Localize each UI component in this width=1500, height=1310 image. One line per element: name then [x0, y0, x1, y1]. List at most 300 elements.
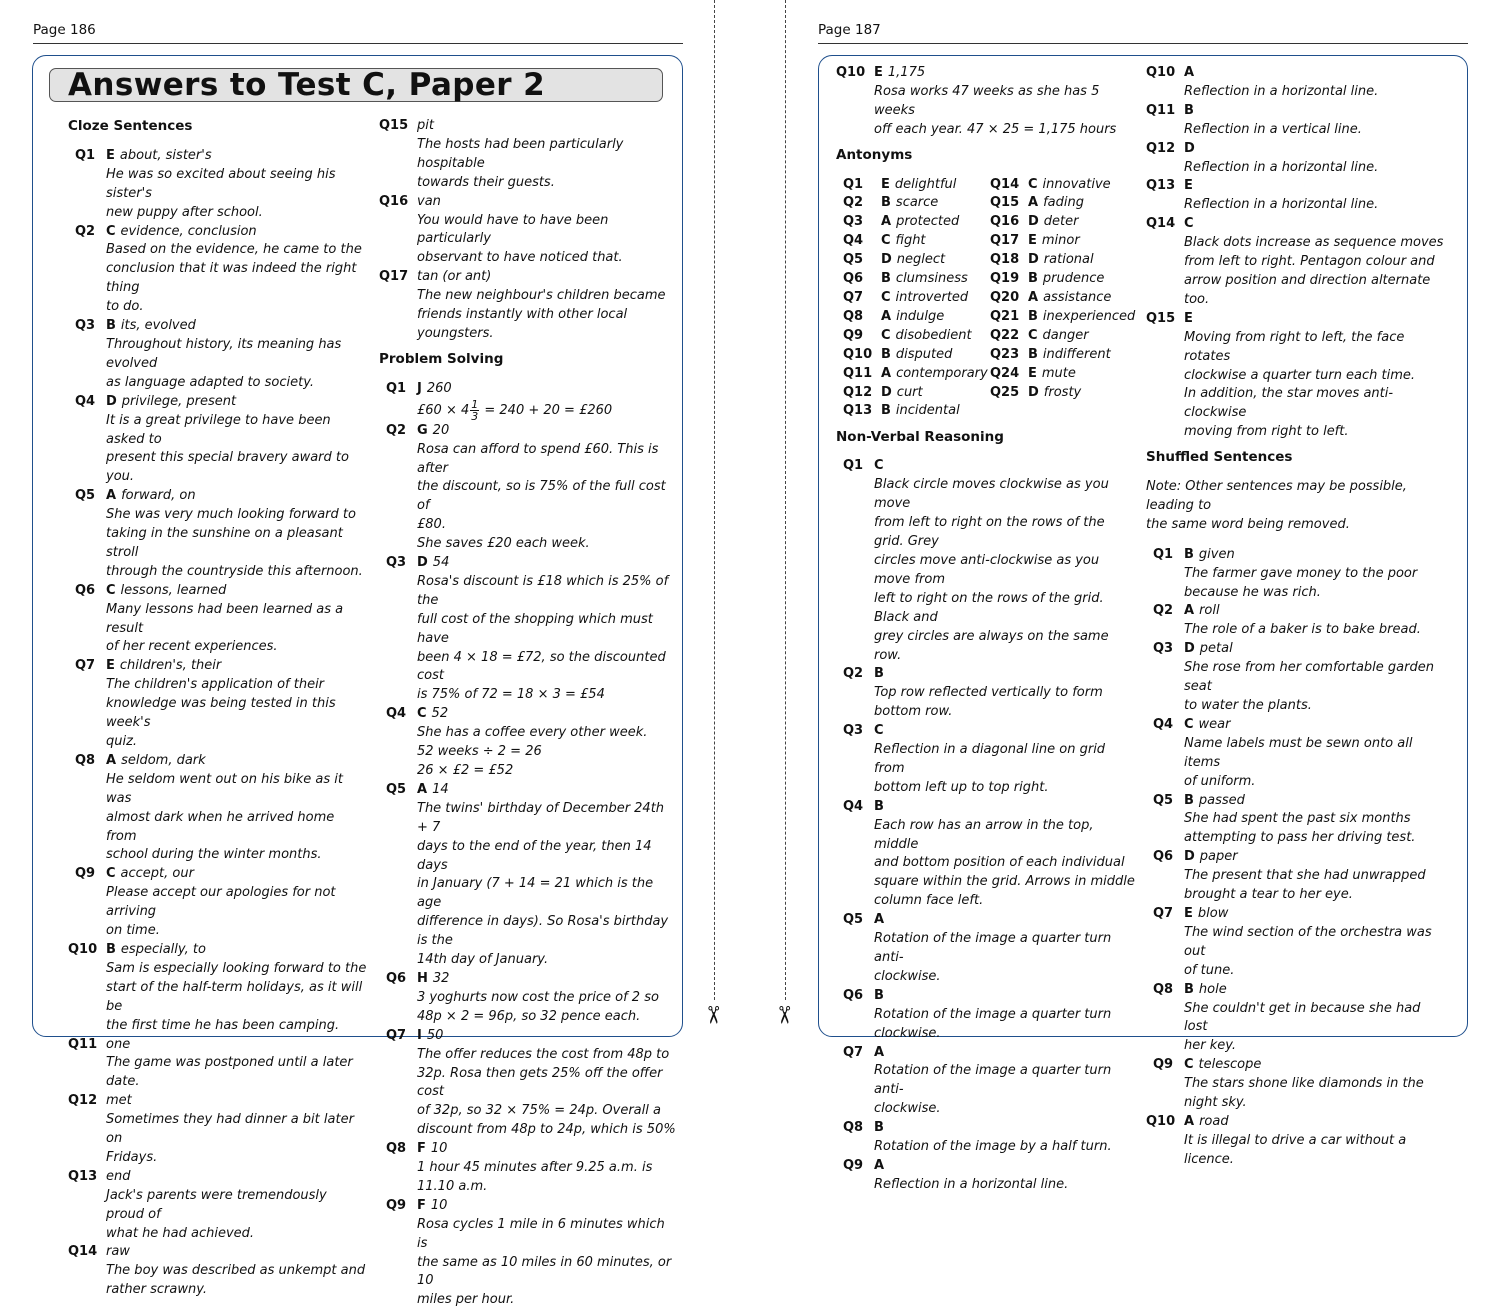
- explanation-line: She was very much looking forward to: [106, 507, 356, 523]
- explanation-line: Throughout history, its meaning has evolved: [106, 336, 342, 371]
- question-number: Q15: [1146, 310, 1176, 326]
- problem-solving-list: [379, 422, 679, 1310]
- question-number: Q20: [990, 289, 1020, 305]
- answer-word: protected: [896, 214, 960, 230]
- answer-item: [68, 865, 368, 941]
- answer-letter: F: [417, 1197, 426, 1213]
- explanation-line: of tune.: [1184, 962, 1235, 978]
- title-banner: [49, 68, 663, 102]
- question-number: Q7: [1153, 905, 1174, 921]
- explanation-line: moving from right to left.: [1184, 424, 1349, 440]
- explanation-line: Please accept our apologies for not arriving: [106, 885, 336, 920]
- answer-item: [68, 393, 368, 488]
- explanation-line: from left to right on the rows of the grid. Grey: [874, 515, 1105, 550]
- antonym-item: [843, 402, 993, 421]
- explanation-line: Reflection in a vertical line.: [1184, 121, 1362, 137]
- question-number: Q7: [843, 1044, 864, 1060]
- question-number: Q2: [843, 666, 864, 682]
- question-number: Q5: [386, 781, 407, 797]
- explanation-line: of uniform.: [1184, 773, 1256, 789]
- answer-letter: A: [874, 1157, 885, 1173]
- explanation-line: 26 × £2 = £52: [417, 763, 514, 778]
- question-number: Q16: [990, 214, 1020, 230]
- answer-word: contemporary: [896, 365, 988, 381]
- answer-word: its, evolved: [120, 318, 196, 334]
- question-number: Q10: [1146, 65, 1176, 80]
- question-number: Q1: [843, 458, 864, 474]
- explanation-line: The offer reduces the cost from 48p to: [417, 1046, 670, 1062]
- page-number-right: Page 187: [818, 22, 881, 38]
- explanation-line: what he had achieved.: [106, 1225, 255, 1241]
- question-number: Q9: [843, 327, 864, 343]
- answer-letter: A: [1184, 1113, 1195, 1129]
- answer-word: lessons, learned: [120, 582, 227, 598]
- explanation-line: discount from 48p to 24p, which is 50%: [417, 1122, 676, 1138]
- fraction: $\frac{1}{3}$: [471, 397, 479, 423]
- explanation-line: Top row reflected vertically to form: [874, 685, 1103, 701]
- question-number: Q5: [1153, 792, 1174, 808]
- answer-word: privilege, present: [121, 393, 237, 409]
- antonym-item: [843, 270, 993, 289]
- answer-letter: E: [1184, 905, 1193, 921]
- answer-word: delightful: [894, 176, 957, 192]
- answer-letter: C: [874, 458, 884, 474]
- antonym-item: [843, 213, 993, 232]
- answer-item: [379, 380, 679, 422]
- explanation-line: difference in days). So Rosa's birthday is the: [417, 914, 669, 949]
- question-number: Q3: [1153, 641, 1174, 657]
- explanation-line: the same as 10 miles in 60 minutes, or 10: [417, 1254, 672, 1289]
- answer-letter: I: [417, 1027, 422, 1043]
- answer-letter: A: [1184, 603, 1195, 619]
- question-number: Q5: [843, 252, 864, 268]
- explanation-line: brought a tear to her eye.: [1184, 887, 1353, 903]
- answer-letter: C: [1028, 327, 1038, 343]
- question-number: Q18: [990, 252, 1020, 268]
- answer-item: [1146, 102, 1446, 140]
- answer-letter: D: [106, 393, 117, 409]
- antonym-item: [990, 384, 1140, 403]
- answer-item: [379, 193, 679, 269]
- column-shuffled: [1146, 64, 1446, 1170]
- question-number: Q21: [990, 308, 1020, 324]
- explanation-line: of 32p, so 32 × 75% = 24p. Overall a: [417, 1103, 661, 1119]
- explanation-line: quiz.: [106, 734, 138, 749]
- answer-letter: B: [1184, 981, 1194, 997]
- answer-letter: B: [874, 1120, 884, 1136]
- answer-item: [379, 554, 679, 705]
- header-rule-right: [818, 43, 1468, 44]
- explanation-line: friends instantly with other local youngsters.: [417, 307, 628, 341]
- explanation-line: left to right on the rows of the grid. Black and: [874, 590, 1104, 625]
- explanation-line: Rotation of the image a quarter turn anti-: [874, 1063, 1112, 1098]
- answer-letter: D: [1184, 140, 1195, 156]
- question-number: Q8: [75, 752, 96, 768]
- explanation-line: bottom left up to top right.: [874, 779, 1049, 795]
- answer-letter: A: [881, 308, 892, 324]
- answer-word: roll: [1199, 603, 1220, 619]
- cloze-answer-list: [68, 147, 368, 1300]
- antonyms-column-1: [843, 176, 993, 422]
- nvr-answer-list-continued: [1146, 64, 1446, 442]
- explanation-line: Moving from right to left, the face rotates: [1184, 329, 1405, 364]
- cut-line-left: [714, 0, 715, 1000]
- answer-item: [1146, 177, 1446, 215]
- explanation-line: The children's application of their: [106, 677, 325, 693]
- answer-letter: B: [1028, 346, 1038, 362]
- answer-item: [68, 1168, 368, 1244]
- answer-item: [836, 798, 1136, 911]
- question-number: Q1: [1153, 546, 1174, 562]
- answer-item: [1146, 848, 1446, 905]
- question-number: Q25: [990, 384, 1020, 400]
- cloze-answer-list-continued: [379, 117, 679, 344]
- antonym-item: [843, 251, 993, 270]
- explanation-line: Reflection in a horizontal line.: [874, 1176, 1069, 1192]
- explanation-line: on time.: [106, 923, 160, 939]
- question-number: Q6: [75, 582, 96, 598]
- explanation-line: 14th day of January.: [417, 952, 549, 968]
- question-number: Q10: [1146, 1113, 1176, 1129]
- question-number: Q9: [75, 866, 96, 882]
- explanation-line: school during the winter months.: [106, 847, 322, 863]
- question-number: Q16: [379, 193, 409, 209]
- explanation-line: arrow position and direction alternate too.: [1184, 272, 1431, 307]
- explanation-line: 48p × 2 = 96p, so 32 pence each.: [417, 1008, 641, 1024]
- explanation-line: because he was rich.: [1184, 584, 1321, 600]
- question-number: Q2: [843, 195, 864, 211]
- question-number: Q13: [1146, 178, 1176, 194]
- explanation-line: Name labels must be sewn onto all items: [1184, 735, 1413, 770]
- answer-letter: C: [1184, 1057, 1194, 1073]
- antonym-item: [990, 346, 1140, 365]
- antonym-item: [990, 194, 1140, 213]
- question-number: Q19: [990, 271, 1020, 287]
- answer-item: [1146, 640, 1446, 716]
- question-number: Q5: [843, 912, 864, 928]
- explanation-line: £80.: [417, 517, 446, 533]
- answer-letter: D: [1028, 252, 1039, 268]
- question-number: Q8: [843, 308, 864, 324]
- answer-word: especially, to: [120, 941, 206, 957]
- answer-letter: C: [881, 327, 891, 343]
- answer-word: raw: [106, 1244, 130, 1260]
- answer-word: telescope: [1198, 1057, 1262, 1073]
- explanation-line: Reflection in a horizontal line.: [1184, 159, 1379, 175]
- explanation-line: clockwise.: [874, 1101, 941, 1117]
- note-line: Note: Other sentences may be possible, leading to: [1146, 479, 1407, 513]
- answer-item: [1146, 546, 1446, 603]
- answer-item: [68, 487, 368, 582]
- explanation-line: You would have to have been particularly: [417, 212, 609, 247]
- answer-item: [68, 1243, 368, 1300]
- explanation-line: in January (7 + 14 = 21 which is the age: [417, 876, 654, 911]
- answer-word: 10: [430, 1197, 448, 1213]
- nvr-answer-list: [836, 457, 1136, 1194]
- answer-letter: A: [1028, 195, 1039, 211]
- antonyms-table: [836, 176, 1136, 422]
- antonym-item: [843, 194, 993, 213]
- answer-item: [836, 1044, 1136, 1120]
- explanation-line: square within the grid. Arrows in middle: [874, 874, 1135, 890]
- answer-item: [1146, 310, 1446, 442]
- explanation-line: The farmer gave money to the poor: [1184, 565, 1418, 581]
- answer-item: [379, 268, 679, 344]
- explanation-line: 1 hour 45 minutes after 9.25 a.m. is: [417, 1160, 653, 1176]
- answer-letter: A: [106, 752, 117, 768]
- question-number: Q1: [75, 147, 96, 163]
- answer-item: [379, 1197, 679, 1310]
- explanation-line: full cost of the shopping which must have: [417, 611, 653, 646]
- answer-word: one: [106, 1036, 131, 1052]
- answer-word: 54: [432, 555, 450, 571]
- answer-letter: C: [1184, 716, 1194, 732]
- answer-letter: B: [1184, 102, 1194, 118]
- answer-word: neglect: [896, 252, 946, 268]
- question-number: Q23: [990, 346, 1020, 362]
- explanation-line: been 4 × 18 = £72, so the discounted cost: [417, 649, 666, 684]
- answer-word: passed: [1198, 792, 1245, 808]
- answer-letter: H: [417, 970, 428, 986]
- answer-item: [1146, 981, 1446, 1057]
- answer-word: indifferent: [1042, 346, 1111, 362]
- question-number: Q13: [843, 403, 873, 419]
- answer-word: curt: [896, 384, 923, 400]
- answer-letter: B: [881, 195, 891, 211]
- answer-word: indulge: [896, 308, 945, 324]
- answer-letter: E: [1184, 178, 1193, 194]
- page-number-left: Page 186: [33, 22, 96, 38]
- answer-word: petal: [1199, 641, 1233, 657]
- question-number: Q10: [843, 346, 873, 362]
- answer-word: seldom, dark: [121, 752, 206, 768]
- question-number: Q4: [1153, 716, 1174, 732]
- explanation-line: Black dots increase as sequence moves: [1184, 235, 1444, 251]
- question-number: Q7: [843, 289, 864, 305]
- answer-item: [68, 941, 368, 1036]
- answer-letter: A: [106, 488, 117, 504]
- answer-item: [68, 657, 368, 752]
- explanation-line: The present that she had unwrapped: [1184, 868, 1426, 884]
- answer-letter: C: [417, 706, 427, 722]
- explanation-line: Based on the evidence, he came to the: [106, 242, 362, 258]
- question-number: Q8: [1153, 981, 1174, 997]
- answer-letter: A: [881, 214, 892, 230]
- question-number: Q5: [75, 488, 96, 504]
- question-number: Q22: [990, 327, 1020, 343]
- explanation-line: clockwise a quarter turn each time.: [1184, 367, 1416, 383]
- question-number: Q3: [843, 214, 864, 230]
- explanation-line: present this special bravery award to you.: [106, 450, 349, 485]
- section-heading-cloze: Cloze Sentences: [68, 118, 193, 134]
- answer-letter: E: [874, 65, 883, 80]
- answer-letter: C: [881, 289, 891, 305]
- explanation-line: her key.: [1184, 1038, 1237, 1054]
- answer-letter: C: [1028, 176, 1038, 192]
- answer-item: [68, 1036, 368, 1093]
- explanation-line: is 75% of 72 = 18 × 3 = £54: [417, 687, 605, 703]
- answer-letter: E: [1184, 310, 1193, 326]
- answer-letter: B: [874, 666, 884, 682]
- explanation-line: Each row has an arrow in the top, middle: [874, 817, 1094, 852]
- answer-letter: D: [881, 384, 892, 400]
- explanation-line: 32p. Rosa then gets 25% off the offer cost: [417, 1065, 663, 1100]
- explanation-line: He seldom went out on his bike as it was: [106, 771, 343, 806]
- answer-item: [836, 911, 1136, 987]
- answer-letter: B: [1184, 546, 1194, 562]
- explanation-line: and bottom position of each individual: [874, 855, 1125, 871]
- question-number: Q6: [386, 970, 407, 986]
- antonym-item: [990, 213, 1140, 232]
- explanation-line: The stars shone like diamonds in the: [1184, 1076, 1424, 1092]
- answer-item: [1146, 1056, 1446, 1113]
- explanation-line: It is a great privilege to have been asked to: [106, 412, 331, 447]
- question-number: Q3: [386, 555, 407, 571]
- answer-letter: A: [881, 365, 892, 381]
- explanation-line: clockwise.: [874, 968, 941, 984]
- question-number: Q8: [843, 1120, 864, 1136]
- answer-item: [379, 117, 679, 193]
- antonym-item: [990, 270, 1140, 289]
- answer-letter: A: [1028, 289, 1039, 305]
- answer-item: [379, 1140, 679, 1197]
- answer-word: 32: [432, 970, 450, 986]
- antonym-item: [990, 176, 1140, 195]
- explanation-line: miles per hour.: [417, 1292, 515, 1308]
- antonym-item: [990, 232, 1140, 251]
- answer-item: [68, 582, 368, 658]
- explanation-line: She saves £20 each week.: [417, 536, 590, 552]
- answer-letter: B: [1184, 792, 1194, 808]
- answer-item: [379, 1027, 679, 1140]
- explanation-line: bottom row.: [874, 704, 953, 720]
- antonym-item: [843, 384, 993, 403]
- answer-word: inexperienced: [1042, 308, 1136, 324]
- answer-item: [1146, 140, 1446, 178]
- question-number: Q12: [843, 384, 873, 400]
- antonym-item: [990, 251, 1140, 270]
- answer-letter: B: [1028, 271, 1038, 287]
- answer-item: [836, 64, 1136, 140]
- answer-letter: E: [106, 147, 115, 163]
- explanation-line: The game was postponed until a later date.: [106, 1055, 353, 1090]
- answer-item: [379, 970, 679, 1027]
- antonym-item: [843, 289, 993, 308]
- explanation-line: to do.: [106, 299, 144, 315]
- question-number: Q15: [379, 118, 409, 133]
- answer-letter: C: [874, 723, 884, 739]
- answer-word: fading: [1043, 195, 1084, 211]
- answer-letter: B: [874, 987, 884, 1003]
- answer-letter: J: [417, 380, 422, 396]
- answer-word: 10: [430, 1141, 448, 1157]
- antonym-item: [990, 289, 1140, 308]
- explanation-line: Many lessons had been learned as a result: [106, 601, 344, 636]
- answer-word: rational: [1043, 252, 1094, 268]
- answer-word: danger: [1042, 327, 1089, 343]
- answer-word: blow: [1197, 905, 1229, 921]
- explanation-line: 52 weeks ÷ 2 = 26: [417, 744, 542, 760]
- explanation-line: off each year. 47 × 25 = 1,175 hours: [874, 121, 1117, 137]
- explanation-line: Rosa can afford to spend £60. This is after: [417, 441, 659, 476]
- answer-word: prudence: [1042, 271, 1105, 287]
- explanation-line: from left to right. Pentagon colour and: [1184, 254, 1435, 270]
- question-number: Q17: [379, 269, 409, 285]
- answer-word: 1,175: [887, 65, 926, 80]
- explanation-line: In addition, the star moves anti-clockwise: [1184, 386, 1394, 421]
- answer-letter: A: [874, 912, 885, 928]
- explanation-line: She rose from her comfortable garden seat: [1184, 660, 1434, 695]
- answer-letter: C: [1184, 216, 1194, 232]
- answer-item: [836, 457, 1136, 665]
- question-number: Q2: [75, 223, 96, 239]
- answer-item: [1146, 64, 1446, 102]
- answer-word: accept, our: [120, 866, 194, 882]
- explanation-line: It is illegal to drive a car without a licence.: [1184, 1132, 1407, 1167]
- explanation-line: The twins' birthday of December 24th + 7: [417, 800, 665, 835]
- answer-word: 260: [426, 380, 452, 396]
- answer-word: mute: [1041, 365, 1076, 381]
- section-heading-antonyms: Antonyms: [836, 146, 913, 163]
- explanation-line: clockwise.: [874, 1025, 941, 1041]
- shuffled-note: [1146, 478, 1446, 535]
- answer-letter: E: [881, 176, 890, 192]
- antonym-item: [843, 232, 993, 251]
- antonym-item: [843, 346, 993, 365]
- explanation-line: Rosa's discount is £18 which is 25% of the: [417, 573, 669, 608]
- answer-letter: D: [1184, 641, 1195, 657]
- question-number: Q11: [1146, 102, 1176, 118]
- question-number: Q11: [843, 365, 873, 381]
- answer-word: clumsiness: [895, 271, 968, 287]
- problem-solving-list-continued: [836, 64, 1136, 140]
- answer-item: [836, 665, 1136, 722]
- explanation-line: almost dark when he arrived home from: [106, 809, 335, 844]
- answer-item: [379, 705, 679, 781]
- question-number: Q4: [843, 798, 864, 814]
- explanation-line: start of the half-term holidays, as it will be: [106, 979, 363, 1014]
- answer-item: [836, 1157, 1136, 1195]
- question-number: Q7: [75, 658, 96, 674]
- calculation-part: £60 × 4: [417, 402, 470, 418]
- explanation-line: She couldn't get in because she had lost: [1184, 1000, 1421, 1035]
- section-heading-nvr: Non-Verbal Reasoning: [836, 428, 1004, 445]
- question-number: Q6: [843, 987, 864, 1003]
- explanation-line: to water the plants.: [1184, 698, 1312, 713]
- explanation-line: as language adapted to society.: [106, 374, 315, 390]
- explanation-line: grey circles are always on the same row.: [874, 628, 1109, 663]
- explanation-line: He was so excited about seeing his sister's: [106, 166, 336, 201]
- answer-letter: F: [417, 1141, 426, 1157]
- explanation-line: Sometimes they had dinner a bit later on: [106, 1112, 354, 1147]
- question-number: Q6: [1153, 849, 1174, 865]
- answer-letter: C: [881, 233, 891, 249]
- explanation-line: knowledge was being tested in this week's: [106, 696, 336, 731]
- scissors-icon: ✂: [699, 1004, 728, 1026]
- note-line: the same word being removed.: [1146, 516, 1350, 532]
- explanation-line: Reflection in a diagonal line on grid from: [874, 742, 1106, 776]
- explanation-line: towards their guests.: [417, 174, 555, 190]
- explanation-line: The wind section of the orchestra was out: [1184, 924, 1432, 959]
- answer-word: given: [1198, 546, 1235, 562]
- explanation-line: Jack's parents were tremendously proud of: [106, 1187, 327, 1222]
- explanation-line: of her recent experiences.: [106, 639, 278, 655]
- question-number: Q15: [990, 195, 1020, 211]
- answer-word: wear: [1198, 716, 1231, 732]
- answer-word: pit: [417, 118, 434, 133]
- answer-word: 14: [432, 781, 449, 797]
- explanation-line: the discount, so is 75% of the full cost of: [417, 479, 666, 514]
